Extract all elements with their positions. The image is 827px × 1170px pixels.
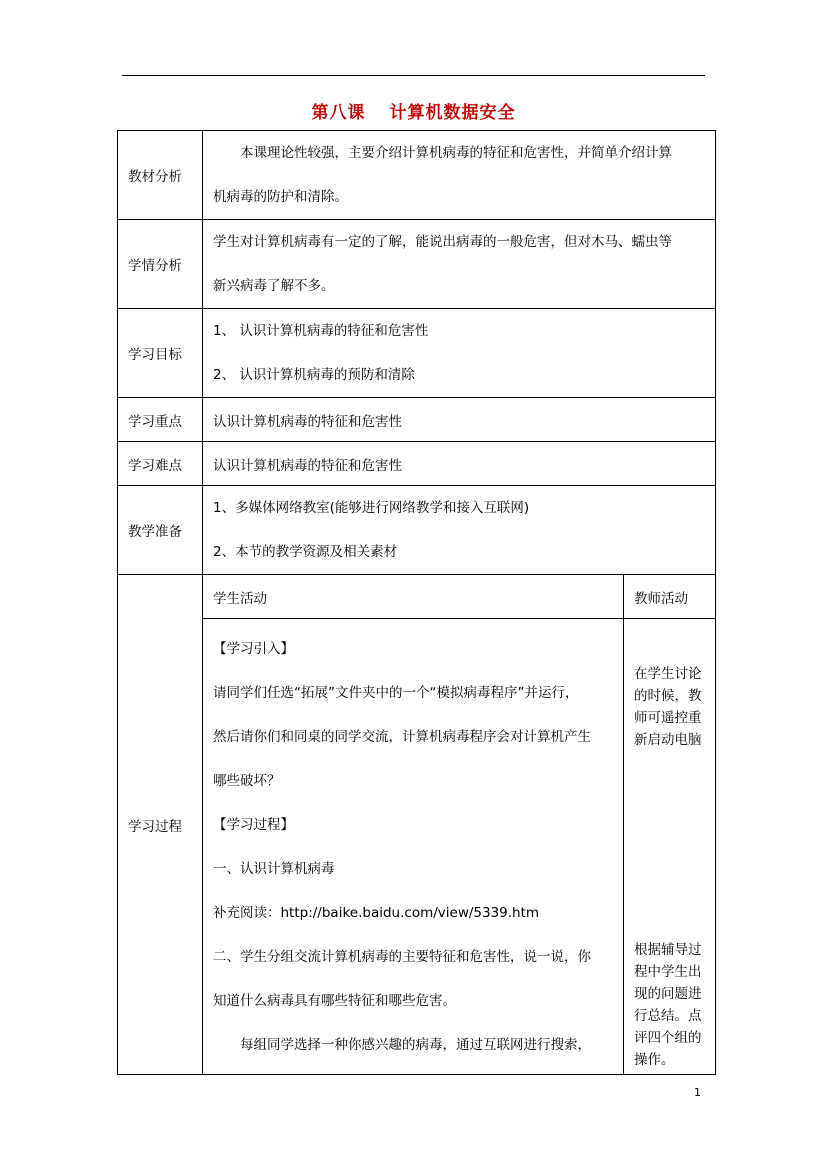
text-line: 一、认识计算机病毒 (213, 860, 335, 877)
header-teacher-activity: 教师活动 (624, 575, 716, 619)
row-process-header (118, 575, 716, 619)
label-learning-focus: 学习重点 (118, 398, 203, 442)
text-line: 补充阅读：http://baike.baidu.com/view/5339.htm (213, 904, 540, 921)
text-line: 【学习过程】 (213, 816, 294, 833)
text-line: 请同学们任选“拓展”文件夹中的一个“模拟病毒程序”并运行， (213, 684, 579, 701)
content-teaching-preparation (203, 486, 716, 575)
row-teaching-preparation (118, 486, 716, 575)
row-learning-difficulty (118, 442, 716, 486)
row-learning-goals (118, 309, 716, 398)
lesson-plan-table (117, 130, 716, 1075)
header-student-activity: 学生活动 (203, 575, 624, 619)
page-title (0, 98, 827, 123)
text-line: 1、 认识计算机病毒的特征和危害性 (213, 323, 429, 339)
teacher-note-summary: 根据辅导过程中学生出现的问题进行总结。点评四个组的操作。 (634, 942, 702, 1068)
content-learning-difficulty: 认识计算机病毒的特征和危害性 (203, 442, 716, 486)
text-line: 知道什么病毒具有哪些特征和哪些危害。 (213, 992, 456, 1009)
text-line: 新兴病毒了解不多。 (213, 278, 335, 294)
header-rule (122, 75, 705, 76)
text-line: 机病毒的防护和清除。 (213, 189, 348, 205)
text-line: 二、学生分组交流计算机病毒的主要特征和危害性，说一说，你 (213, 948, 591, 965)
text-line: 学生对计算机病毒有一定的了解，能说出病毒的一般危害，但对木马、蠕虫等 (213, 234, 672, 250)
content-student-activity (203, 619, 624, 1075)
text-line: 2、本节的教学资源及相关素材 (213, 544, 398, 560)
text-line: 然后请你们和同桌的同学交流，计算机病毒程序会对计算机产生 (213, 728, 591, 745)
label-teaching-preparation: 教学准备 (118, 486, 203, 575)
text-line: 每组同学选择一种你感兴趣的病毒，通过互联网进行搜索， (240, 1036, 591, 1053)
title-topic: 计算机数据安全 (389, 103, 516, 123)
page-number: 1 (694, 1086, 701, 1099)
label-learning-goals: 学习目标 (118, 309, 203, 398)
teacher-note-restart: 在学生讨论的时候，教师可遥控重新启动电脑 (634, 666, 702, 748)
row-process-content (118, 619, 716, 1075)
label-textbook-analysis: 教材分析 (118, 131, 203, 220)
row-learning-focus (118, 398, 716, 442)
content-learning-focus: 认识计算机病毒的特征和危害性 (203, 398, 716, 442)
content-textbook-analysis (203, 131, 716, 220)
label-learning-difficulty: 学习难点 (118, 442, 203, 486)
content-teacher-activity (624, 619, 716, 1075)
label-student-analysis: 学情分析 (118, 220, 203, 309)
text-line: 哪些破坏？ (213, 772, 281, 789)
text-line: 2、 认识计算机病毒的预防和清除 (213, 367, 415, 383)
text-line: 【学习引入】 (213, 640, 294, 657)
text-line: 本课理论性较强，主要介绍计算机病毒的特征和危害性，并简单介绍计算 (240, 145, 672, 161)
label-learning-process: 学习过程 (118, 575, 203, 1075)
row-student-analysis (118, 220, 716, 309)
content-student-analysis (203, 220, 716, 309)
row-textbook-analysis (118, 131, 716, 220)
content-learning-goals (203, 309, 716, 398)
title-lesson: 第八课 (311, 103, 366, 123)
text-line: 1、多媒体网络教室(能够进行网络教学和接入互联网) (213, 500, 530, 516)
